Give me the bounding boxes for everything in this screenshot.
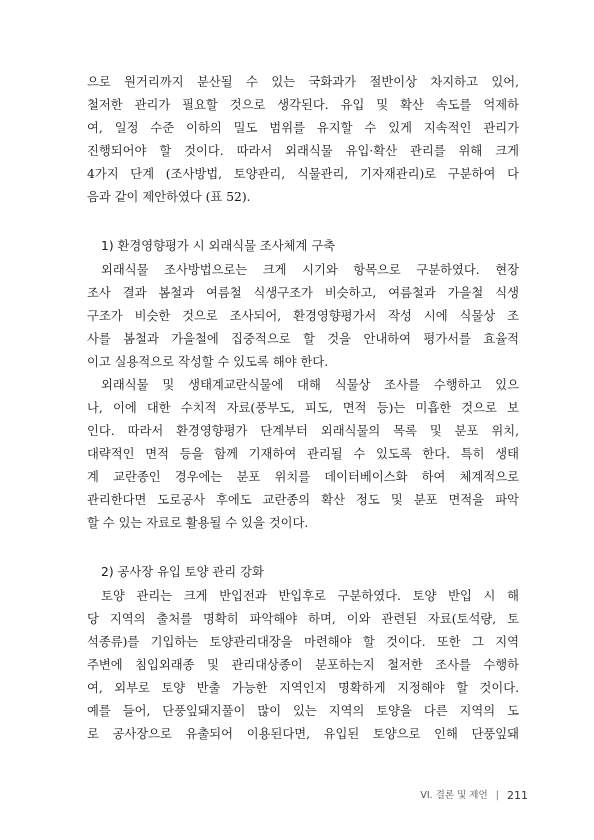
paragraph-line: 외래식물 조사방법으로는 크게 시기와 항목으로 구분하였다. 현장: [101, 263, 519, 277]
paragraph-line: 인다. 따라서 환경영향평가 단계부터 외래식물의 목록 및 분포 위치,: [87, 424, 519, 438]
paragraph-line: 구조가 비슷한 것으로 조사되어, 환경영향평가서 작성 시에 식물상 조: [87, 309, 519, 323]
paragraph-line: 할 수 있는 자료로 활용될 수 있을 것이다.: [87, 516, 309, 530]
footer-separator: |: [495, 790, 499, 801]
paragraph-line: 음과 같이 제안하였다 (표 52).: [87, 190, 251, 204]
paragraph-line: 철저한 관리가 필요할 것으로 생각된다. 유입 및 확산 속도를 억제하: [87, 98, 519, 112]
page-footer: [420, 786, 528, 806]
paragraph-line: 으로 원거리까지 분산될 수 있는 국화과가 절반이상 차지하고 있어,: [87, 75, 519, 89]
paragraph-line: 여, 외부로 토양 반출 가능한 지역인지 명확하게 지정해야 할 것이다.: [87, 681, 519, 695]
paragraph-line: 당 지역의 출처를 명확히 파악해야 하며, 이와 관련된 자료(토석량, 토: [87, 612, 519, 626]
paragraph-line: 여, 일정 수준 이하의 밀도 범위를 유지할 수 있게 지속적인 관리가: [87, 121, 519, 135]
paragraph-line: 예를 들어, 단풍잎돼지풀이 많이 있는 지역의 토양을 다른 지역의 도: [87, 704, 519, 718]
paragraph-line: 나, 이에 대한 수치적 자료(풍부도, 피도, 면적 등)는 미흡한 것으로 보: [87, 401, 519, 415]
paragraph-line: 4가지 단계 (조사방법, 토양관리, 식물관리, 기자재관리)로 구분하여 다: [87, 167, 519, 181]
paragraph-line: 사를 봄철과 가을철에 집중적으로 할 것을 안내하여 평가서를 효율적: [87, 332, 519, 346]
page-number: 211: [507, 789, 528, 802]
paragraph-line: 계 교란종인 경우에는 분포 위치를 데이터베이스화 하여 체계적으로: [87, 470, 519, 484]
section-heading: 1) 환경영향평가 시 외래식물 조사체계 구축: [101, 239, 336, 253]
paragraph-line: 외래식물 및 생태계교란식물에 대해 식물상 조사를 수행하고 있으: [101, 378, 519, 392]
paragraph-line: 관리한다면 도로공사 후에도 교란종의 확산 정도 및 분포 면적을 파악: [87, 493, 519, 507]
paragraph-line: 주변에 침입외래종 및 관리대상종이 분포하는지 철저한 조사를 수행하: [87, 658, 519, 672]
section-heading: 2) 공사장 유입 토양 관리 강화: [101, 565, 264, 579]
paragraph-line: 대략적인 면적 등을 함께 기재하여 관리될 수 있도록 한다. 특히 생태: [87, 447, 519, 461]
paragraph-line: 석종류)를 기입하는 토양관리대장을 마련해야 할 것이다. 또한 그 지역: [87, 635, 519, 649]
paragraph-line: 로 공사장으로 유출되어 이용된다면, 유입된 토양으로 인해 단풍잎돼: [87, 727, 519, 741]
paragraph-line: 조사 결과 봄철과 여름철 식생구조가 비슷하고, 여름철과 가을철 식생: [87, 286, 519, 300]
paragraph-line: 토양 관리는 크게 반입전과 반입후로 구분하였다. 토양 반입 시 해: [101, 589, 519, 603]
paragraph-line: 진행되어야 할 것이다. 따라서 외래식물 유입·확산 관리를 위해 크게: [87, 144, 519, 158]
paragraph-line: 이고 실용적으로 작성할 수 있도록 해야 한다.: [87, 355, 329, 369]
chapter-title: VI. 결론 및 제언: [420, 790, 488, 801]
